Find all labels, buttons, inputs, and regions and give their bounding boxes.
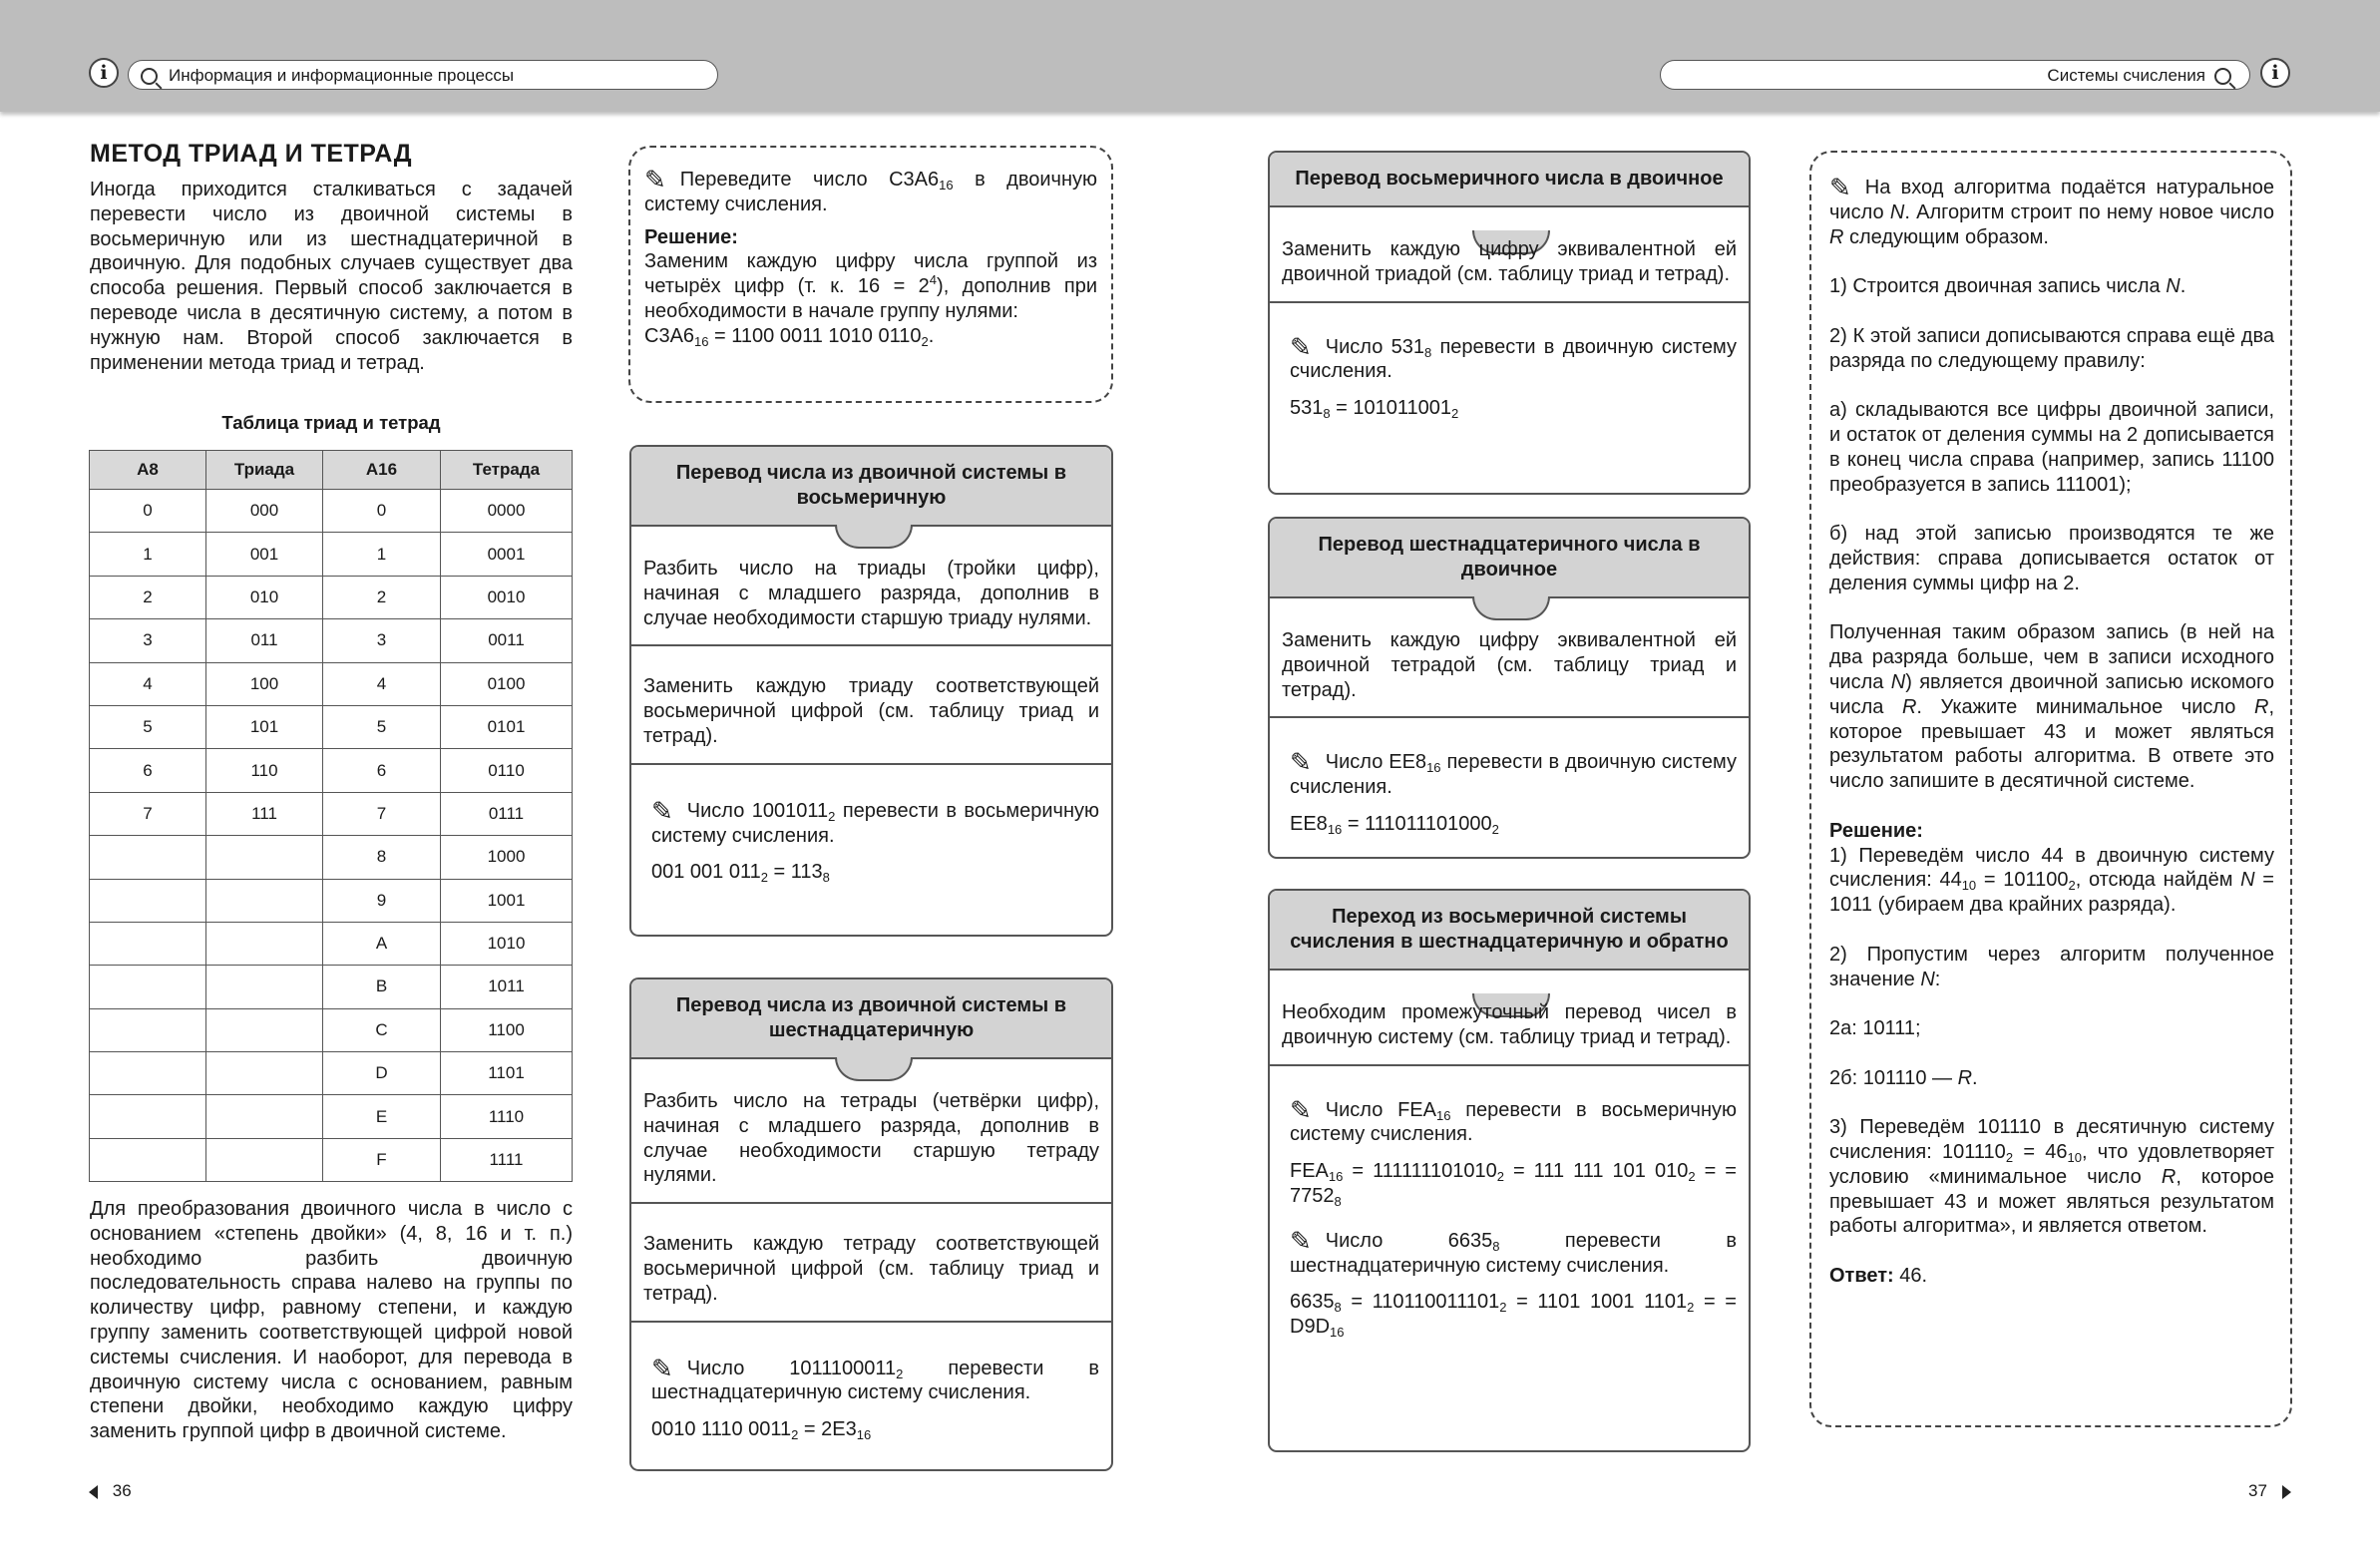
table-cell: E [323, 1095, 441, 1138]
search-icon [141, 68, 158, 85]
task2-solution-2b: 2б: 101110 — R. [1829, 1066, 1978, 1089]
table-cell: 2 [323, 576, 441, 618]
table-row [90, 1008, 573, 1051]
table-cell [206, 1095, 323, 1138]
table-cell: 001 [206, 533, 323, 576]
table-caption: Таблица триад и тетрад [221, 412, 441, 433]
table-cell [206, 879, 323, 922]
table-cell [206, 1052, 323, 1095]
header-bar [0, 0, 2380, 112]
table-row [90, 533, 573, 576]
page-number-left: 36 [89, 1481, 132, 1501]
table-header-cell: Тетрада [441, 451, 573, 490]
step-1: Заменить каждую цифру эквивалентной ей двоичной тетрадой (см. таблицу триад и тетрад). [1282, 629, 1737, 701]
box-title: Перевод восьмеричного числа в двоичное [1270, 153, 1749, 207]
task1-solution: Заменим каждую цифру числа группой из четырёх цифр (т. к. $16 = 2^4$), дополнив при необходимости в начале группу нулями: [644, 250, 1097, 322]
table-cell: 000 [206, 490, 323, 533]
table-cell: 4 [90, 662, 206, 705]
left-section-title: Информация и информационные процессы [169, 66, 515, 85]
task2-solution-label: Решение: [1829, 819, 1923, 842]
table-row [90, 1095, 573, 1138]
table-cell [90, 1008, 206, 1051]
table-cell: 2 [90, 576, 206, 618]
example: ✎ Число $531_8$ перевести в двоичную систему счисления. $531_8 = 101011001_2$ [1270, 301, 1749, 435]
outro-paragraph: Для преобразования двоичного числа в число с основанием «степень двойки» (4, 8, 16 и т. п.) необходимо разбить двоичную последовательность справа налево на группы по количеству цифр, равному степени, и каждую группу заменить соответствующей цифрой новой системы счисления. И наоборот, для перевода в двоичную систему числа с основанием, равным степени двойки, необходимо каждую цифру заменить группой цифр в двоичной системе. [90, 1198, 573, 1443]
right-header-pill [1660, 60, 2250, 90]
example: ✎ Число $1011100011_2$ перевести в шестнадцатеричную систему счисления. 0010 1110 $0011_2 = 2E3_{16}$ [631, 1321, 1111, 1456]
box-hex-to-binary [1268, 517, 1751, 859]
table-row [90, 490, 573, 533]
table-cell: 5 [90, 705, 206, 748]
step-2: Заменить каждую триаду соответствующей восьмеричной цифрой (см. таблицу триад и тетрад). [631, 644, 1111, 762]
step-1: Необходим промежуточный перевод чисел в двоичную систему (см. таблицу триад и тетрад). [1282, 1001, 1737, 1048]
table-cell: 6 [323, 749, 441, 792]
table-cell: 110 [206, 749, 323, 792]
table-cell [90, 1052, 206, 1095]
step-1: Разбить число на триады (тройки цифр), начиная с младшего разряда, дополнив в случае необходимости старшую триаду нулями. [643, 558, 1099, 629]
table-cell [90, 1138, 206, 1181]
task1-prompt: ✎ Переведите число $C3A6_{16}$ в двоичную систему счисления. [644, 165, 1097, 215]
table-row [90, 619, 573, 662]
table-row [90, 1138, 573, 1181]
table-cell: 6 [90, 749, 206, 792]
table-cell: 011 [206, 619, 323, 662]
box-octal-to-binary [1268, 151, 1751, 495]
table-cell [90, 966, 206, 1008]
table-cell [90, 879, 206, 922]
table-row [90, 705, 573, 748]
table-cell: 1000 [441, 836, 573, 879]
table-cell: 0 [323, 490, 441, 533]
table-cell: 1111 [441, 1138, 573, 1181]
info-icon[interactable]: i [2260, 58, 2290, 88]
task2-step1: 1) Строится двоичная запись числа N. [1829, 275, 2186, 298]
table-row [90, 1052, 573, 1095]
table-cell: 7 [90, 792, 206, 835]
table-header-cell: A16 [323, 451, 441, 490]
left-header-pill [128, 60, 718, 90]
table-row [90, 749, 573, 792]
task2-solution-2: 2) Пропустим через алгоритм полученное значение N: [1829, 943, 2274, 990]
table-cell: 0100 [441, 662, 573, 705]
box-title: Перевод числа из двоичной системы в восьмеричную [631, 447, 1111, 527]
step-1: Заменить каждую цифру эквивалентной ей двоичной триадой (см. таблицу триад и тетрад). [1282, 238, 1737, 285]
table-cell: C [323, 1008, 441, 1051]
table-cell: 0011 [441, 619, 573, 662]
table-cell [206, 1138, 323, 1181]
table-cell: 5 [323, 705, 441, 748]
table-cell: 0000 [441, 490, 573, 533]
table-cell: 1101 [441, 1052, 573, 1095]
examples: ✎ Число $FEA_{16}$ перевести в восьмеричную систему счисления. $FEA_{16} = 111111101010_2 = 111$ 111 101 $010_2$ = = $7752_8$ ✎ Число $6635_8$ перевести в шестнадцатеричную систему счисления. $6635_8 = 110110011101_2 = 1101$ 1001 $1101_2$ = = $D9D_{16}$ [1270, 1064, 1749, 1354]
table-header-cell: Триада [206, 451, 323, 490]
table-row [90, 792, 573, 835]
step-1: Разбить число на тетрады (четвёрки цифр), начиная с младшего разряда, дополнив в случае необходимости старшую тетраду нулями. [643, 1090, 1099, 1187]
table-cell: 1011 [441, 966, 573, 1008]
table-row [90, 922, 573, 965]
table-cell: 0 [90, 490, 206, 533]
box-binary-to-hex [629, 977, 1113, 1471]
table-cell: 1110 [441, 1095, 573, 1138]
table-cell: 111 [206, 792, 323, 835]
table-header-row [90, 451, 573, 490]
table-cell: 9 [323, 879, 441, 922]
box-octal-hex [1268, 889, 1751, 1452]
table-cell: 1 [90, 533, 206, 576]
table-cell [206, 836, 323, 879]
table-header-cell: A8 [90, 451, 206, 490]
box-title: Переход из восьмеричной системы счисления в шестнадцатеричную и обратно [1270, 891, 1749, 971]
table-cell: 0001 [441, 533, 573, 576]
table-cell: B [323, 966, 441, 1008]
task1-content [644, 165, 1097, 349]
table-cell: 8 [323, 836, 441, 879]
table-cell: 0111 [441, 792, 573, 835]
table-cell: 101 [206, 705, 323, 748]
right-section-title: Системы счисления [2047, 66, 2205, 85]
box-title: Перевод шестнадцатеричного числа в двоичное [1270, 519, 1749, 598]
example: ✎ Число $EE8_{16}$ перевести в двоичную систему счисления. $EE8_{16} = 111011101000_2$ [1270, 716, 1749, 850]
table-cell [90, 922, 206, 965]
table-cell [90, 836, 206, 879]
prev-page-icon[interactable] [89, 1485, 98, 1499]
next-page-icon[interactable] [2282, 1485, 2291, 1499]
page-number-right: 37 [2248, 1481, 2291, 1501]
table-cell [206, 922, 323, 965]
example: ✎ Число $1001011_2$ перевести в восьмеричную систему счисления. 001 001 $011_2 = 113_8$ [631, 763, 1111, 899]
triad-tetrad-table [89, 450, 573, 1182]
task2-solution-3: 3) Переведём 101110 в десятичную систему счисления: $101110_2 = 46_{10}$, что удовлетворяет условию «минимальное число R, которое превышает 43 и может являться результатом работы алгоритма», и является ответом. [1829, 1116, 2275, 1238]
table-cell: 4 [323, 662, 441, 705]
table-row [90, 662, 573, 705]
task1-answer: $C3A6_{16} = 1100$ 0011 1010 $0110_2$. [644, 324, 935, 349]
search-icon [2214, 68, 2231, 85]
box-binary-to-octal [629, 445, 1113, 937]
box-title: Перевод числа из двоичной системы в шестнадцатеричную [631, 979, 1111, 1059]
table-cell: 7 [323, 792, 441, 835]
task2-content [1829, 173, 2275, 1289]
task2-step2: 2) К этой записи дописываются справа ещё два разряда по следующему правилу: [1829, 324, 2274, 372]
table-cell: D [323, 1052, 441, 1095]
task2-step2a: а) складываются все цифры двоичной записи, и остаток от деления суммы на 2 дописывается в конец числа справа (например, запись 11100 преобразуется в запись 111001); [1829, 399, 2274, 496]
info-icon[interactable]: i [89, 58, 119, 88]
task1-solution-label: Решение: [644, 225, 738, 248]
table-cell: 1001 [441, 879, 573, 922]
task2-step2b: б) над этой записью производятся те же действия: справа дописывается остаток от деления суммы цифр на 2. [1829, 523, 2274, 594]
table-cell: 1010 [441, 922, 573, 965]
table-row [90, 576, 573, 618]
table-row [90, 836, 573, 879]
table-cell: 1 [323, 533, 441, 576]
table-cell: A [323, 922, 441, 965]
task2-solution-1: 1) Переведём число 44 в двоичную систему счисления: $44_{10} = 101100_2$, отсюда найдём N = 1011 (убираем два крайних разряда). [1829, 844, 2274, 917]
table-row [90, 966, 573, 1008]
task2-intro: ✎ На вход алгоритма подаётся натуральное число N. Алгоритм строит по нему новое число R следующим образом. [1829, 173, 2274, 248]
table-cell: 3 [323, 619, 441, 662]
page-title: МЕТОД ТРИАД И ТЕТРАД [90, 140, 413, 168]
step-2: Заменить каждую тетраду соответствующей восьмеричной цифрой (см. таблицу триад и тетрад). [631, 1202, 1111, 1320]
task2-solution-2a: 2а: 10111; [1829, 1017, 1921, 1040]
task2-answer: Ответ: 46. [1829, 1265, 1928, 1288]
table-cell [206, 966, 323, 1008]
table-cell: 100 [206, 662, 323, 705]
table-cell [90, 1095, 206, 1138]
table-row [90, 879, 573, 922]
table-cell: 3 [90, 619, 206, 662]
table-cell: 0010 [441, 576, 573, 618]
table-cell: F [323, 1138, 441, 1181]
table-cell: 0110 [441, 749, 573, 792]
table-cell: 010 [206, 576, 323, 618]
task2-question: Полученная таким образом запись (в ней на два разряда больше, чем в записи исходного числа N) является двоичной записью искомого числа R. Укажите минимальное число R, которое превышает 43 и может являться результатом работы алгоритма. В ответе это число запишите в десятичной системе. [1829, 621, 2275, 793]
table-cell: 1100 [441, 1008, 573, 1051]
intro-paragraph: Иногда приходится сталкиваться с задачей перевести число из двоичной системы в восьмеричную или из шестнадцатеричной в двоичную. Для подобных случаев существует два способа решения. Первый способ заключается в переводе числа в десятичную систему, а потом в нужную нам. Второй способ заключается в применении метода триад и тетрад. [90, 179, 573, 374]
table-cell [206, 1008, 323, 1051]
table-cell: 0101 [441, 705, 573, 748]
